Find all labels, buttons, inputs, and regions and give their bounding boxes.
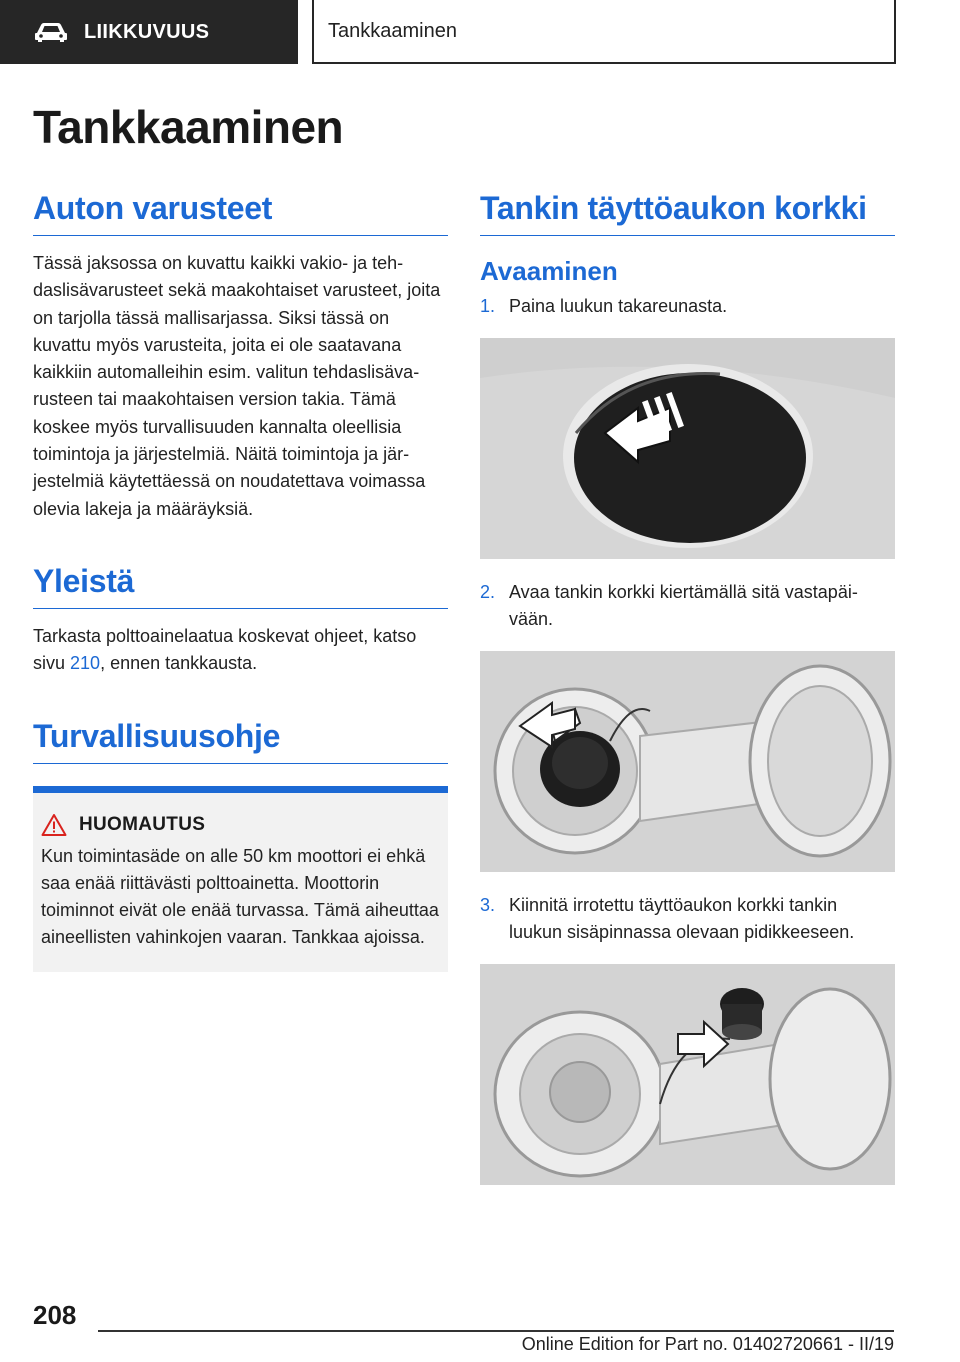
section-text-yleista: [33, 623, 448, 678]
yleista-text-after: , ennen tankkausta.: [100, 653, 258, 674]
step-number: 3.: [480, 895, 496, 915]
chapter-tab[interactable]: [0, 0, 298, 64]
warning-label: HUOMAUTUS: [79, 813, 206, 835]
footer-edition: Online Edition for Part no. 01402720661 - II/19: [521, 1334, 894, 1354]
left-column: [33, 190, 448, 972]
step-3: [480, 892, 895, 946]
page-number: 208: [33, 1300, 77, 1330]
footer-divider: [98, 1330, 894, 1332]
section-text-auton-varusteet: Tässä jaksossa on kuvattu kaikki vakio- ja tehdaslisävarusteet sekä maakohtaiset varusteet, joita on tarjolla tässä mallisarjassa. Siksi tässä on kuvattu myös varusteita, joita ei ole saatavana kaikkiin automalleihin esim. valitun tehdaslisävarusteen tai maakohtaisen version takia. Tämä koskee myös turvallisuuden kannalta oleellisia toimintoja ja järjestelmiä. Näitä toimintoja ja järjestelmiä käytettäessä on noudatettava voimassa olevia lakeja ja määräyksiä.: [33, 253, 441, 519]
topic-label: Tankkaaminen: [328, 19, 457, 42]
section-title-yleista: Yleistä: [33, 563, 448, 609]
step-text: Paina luukun takareunasta.: [509, 296, 728, 316]
step-1: [480, 293, 895, 320]
car-icon: [34, 21, 68, 43]
page-reference-link[interactable]: 210: [70, 653, 101, 674]
step-text: Avaa tankin korkki kiertämällä sitä vastapäivään.: [509, 582, 858, 629]
fuel-cap-holder-image: [480, 964, 895, 1185]
section-title-fuel-cap: Tankin täyttöaukon korkki: [480, 190, 895, 236]
step-2: [480, 579, 895, 633]
step-number: 1.: [480, 296, 496, 316]
fuel-cap-turn-image: [480, 651, 895, 872]
subsection-title-avaaminen: Avaaminen: [480, 256, 618, 286]
warning-triangle-icon: [41, 813, 67, 837]
yleista-text-before: Tarkasta polttoainelaatua koskevat ohjeet, katso sivu: [33, 625, 417, 674]
step-text: Kiinnitä irrotettu täyttöaukon korkki tankin luukun sisäpinnassa olevaan pidikkeeseen.: [509, 895, 855, 942]
section-title-auton-varusteet: Auton varusteet: [33, 190, 448, 236]
warning-text: Kun toimintasäde on alle 50 km moottori ei ehkä saa enää riittävästi polttoainetta. Moottorin toiminnot eivät ole enää turvassa. Tämä aiheuttaa aineellisten vahinkojen vaaran. Tankkaa ajoissa.: [41, 845, 439, 948]
section-title-turvallisuusohje: Turvallisuusohje: [33, 718, 448, 764]
fuel-flap-press-image: [480, 338, 895, 559]
page-title: Tankkaaminen: [33, 101, 344, 153]
chapter-label: LIIKKUVUUS: [84, 20, 210, 43]
right-column: [480, 190, 895, 1205]
warning-box: [33, 786, 448, 972]
topic-tab[interactable]: [312, 0, 896, 64]
warning-header: [41, 813, 440, 837]
step-number: 2.: [480, 582, 496, 602]
